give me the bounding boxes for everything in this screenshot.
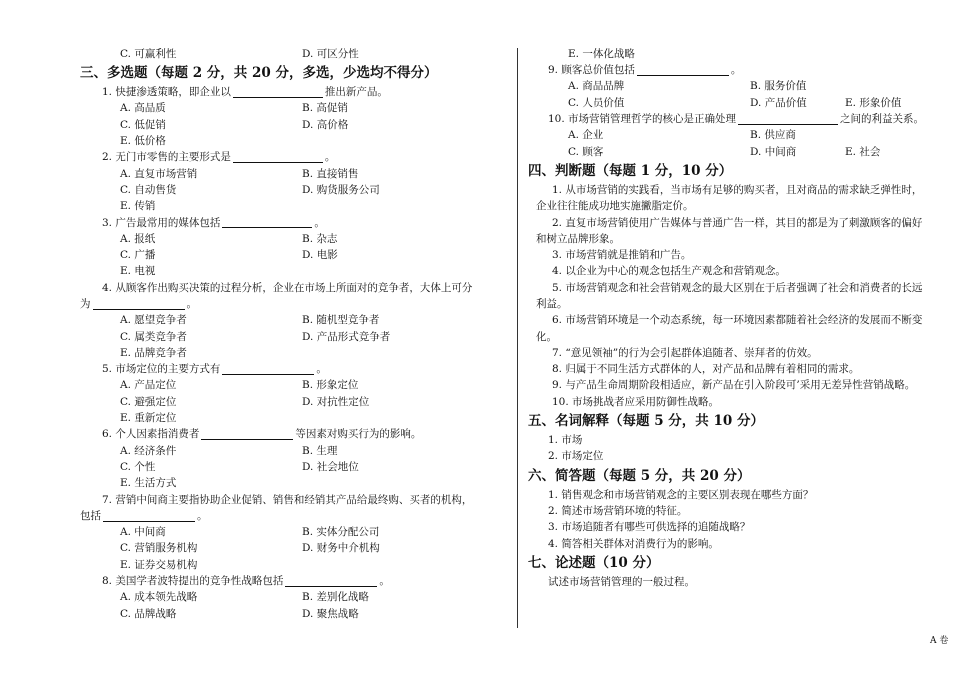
option: D. 对抗性定位	[302, 395, 370, 408]
option-row	[80, 345, 508, 361]
tf-item-6: 6. 市场营销环境是一个动态系统，每一环境因素都随着社会经济的发展而不断变	[552, 314, 923, 327]
definition-item: 1. 市场	[548, 434, 583, 447]
tf-item-6-continued: 化。	[536, 330, 557, 343]
option-row	[80, 557, 508, 573]
section-title-essay: 七、论述题（10 分）	[528, 554, 660, 571]
option: B. 实体分配公司	[302, 526, 380, 539]
option-row	[528, 95, 958, 111]
tf-item-1-continued: 企业往往能成功地实施撇脂定价。	[536, 200, 694, 213]
question-6: 6. 个人因素指消费者 等因素对购买行为的影响。	[102, 428, 422, 441]
option: A. 经济条件	[120, 444, 177, 457]
option: E. 电视	[120, 265, 156, 278]
option: B. 差别化战略	[302, 591, 369, 604]
option: C. 顾客	[568, 145, 604, 158]
question-2: 2. 无门市零售的主要形式是 。	[102, 151, 336, 164]
option: D. 聚焦战略	[302, 607, 359, 620]
question-4-continued: 为 。	[80, 298, 197, 310]
option: D. 高价格	[302, 118, 349, 131]
option: A. 产品定位	[120, 379, 177, 392]
option: C. 广播	[120, 249, 156, 262]
question-1: 1. 快捷渗透策略，即企业以 推出新产品。	[102, 86, 388, 99]
option-row	[80, 394, 508, 410]
option-row	[80, 443, 508, 459]
option: D. 中间商	[750, 145, 797, 158]
option: C. 避强定位	[120, 395, 177, 408]
option: B. 生理	[302, 444, 338, 457]
option: E. 品牌竞争者	[120, 346, 187, 359]
option-row	[80, 231, 508, 247]
option: D. 电影	[302, 249, 338, 262]
option: E. 证券交易机构	[120, 558, 198, 571]
option: C. 个性	[120, 460, 156, 473]
option-row	[80, 182, 508, 198]
option: B. 直接销售	[302, 167, 359, 180]
option: E. 低价格	[120, 135, 166, 148]
option-row	[80, 378, 508, 394]
option: C. 可赢利性	[120, 47, 177, 60]
option: C. 自动售货	[120, 183, 177, 196]
tf-item-4: 4. 以企业为中心的观念包括生产观念和营销观念。	[552, 265, 786, 278]
short-answer-item: 3. 市场追随者有哪些可供选择的追随战略？	[548, 521, 751, 534]
tf-item-5: 5. 市场营销观念和社会营销观念的最大区别在于后者强调了社会和消费者的长远	[552, 281, 923, 294]
option: B. 随机型竞争者	[302, 314, 380, 327]
question-10: 10. 市场营销管理哲学的核心是正确处理 之间的利益关系。	[548, 113, 925, 126]
question-9: 9. 顾客总价值包括 。	[548, 64, 742, 77]
answer-blank[interactable]	[222, 217, 312, 228]
section-title-true-false: 四、判断题（每题 1 分，10 分）	[528, 162, 733, 179]
section-title-definitions: 五、名词解释（每题 5 分，共 10 分）	[528, 413, 764, 430]
option-row	[80, 247, 508, 263]
answer-blank[interactable]	[233, 152, 323, 163]
question-8: 8. 美国学者波特提出的竞争性战略包括 。	[102, 575, 390, 588]
option-row	[528, 79, 958, 95]
section-title-short-answer: 六、简答题（每题 5 分，共 20 分）	[528, 467, 751, 484]
option-row	[80, 541, 508, 557]
answer-blank[interactable]	[285, 576, 377, 587]
tf-item-1: 1. 从市场营销的实践看，当市场有足够的购买者，且对商品的需求缺乏弹性时，	[552, 183, 923, 196]
essay-item: 试述市场营销管理的一般过程。	[548, 575, 695, 588]
option: B. 形象定位	[302, 379, 359, 392]
short-answer-item: 2. 简述市场营销环境的特征。	[548, 504, 688, 517]
option-row	[80, 410, 508, 426]
right-column	[528, 46, 958, 590]
option-row	[80, 312, 508, 328]
option-row	[80, 101, 508, 117]
option-row	[80, 524, 508, 540]
option-row	[528, 144, 958, 160]
option: E. 重新定位	[120, 412, 177, 425]
short-answer-item: 1. 销售观念和市场营销观念的主要区别表现在哪些方面？	[548, 488, 814, 501]
tf-item-7: 7. “意见领袖”的行为会引起群体追随者、崇拜者的仿效。	[552, 346, 818, 359]
option: B. 服务价值	[750, 80, 807, 93]
answer-blank[interactable]	[233, 87, 323, 98]
option-row	[80, 46, 508, 62]
option: D. 社会地位	[302, 460, 359, 473]
paper-version-label: A 卷	[930, 636, 949, 646]
option: D. 可区分性	[302, 47, 359, 60]
tf-item-2-continued: 和树立品牌形象。	[536, 232, 620, 245]
answer-blank[interactable]	[222, 364, 314, 375]
option-row	[80, 166, 508, 182]
option: A. 高品质	[120, 102, 166, 115]
tf-item-3: 3. 市场营销就是推销和广告。	[552, 249, 692, 262]
option: B. 杂志	[302, 232, 338, 245]
option: A. 中间商	[120, 526, 166, 539]
question-3: 3. 广告最常用的媒体包括 。	[102, 216, 325, 229]
option: E. 生活方式	[120, 477, 177, 490]
option: A. 商品品牌	[568, 80, 625, 93]
option: D. 产品形式竞争者	[302, 330, 391, 343]
option: D. 产品价值	[750, 96, 807, 109]
option: C. 品牌战略	[120, 607, 177, 620]
question-5: 5. 市场定位的主要方式有 。	[102, 363, 327, 376]
answer-blank[interactable]	[201, 429, 293, 440]
option: B. 供应商	[750, 129, 796, 142]
option-row	[80, 198, 508, 214]
option-row	[528, 127, 958, 143]
question-7-continued: 包括 。	[80, 509, 208, 522]
option: D. 购货服务公司	[302, 183, 380, 196]
tf-item-10: 10. 市场挑战者应采用防御性战略。	[552, 395, 720, 408]
tf-item-2: 2. 直复市场营销使用广告媒体与普通广告一样，其目的都是为了刺激顾客的偏好	[552, 216, 923, 229]
question-4: 4. 从顾客作出购买决策的过程分析，企业在市场上所面对的竞争者，大体上可分	[102, 281, 473, 294]
option: D. 财务中介机构	[302, 542, 380, 555]
option-row	[80, 606, 508, 622]
option: A. 企业	[568, 129, 604, 142]
answer-blank[interactable]	[738, 114, 838, 125]
option-row	[80, 133, 508, 149]
option: C. 低促销	[120, 118, 166, 131]
option: A. 报纸	[120, 232, 156, 245]
option-row	[80, 264, 508, 280]
tf-item-5-continued: 利益。	[536, 298, 568, 310]
answer-blank[interactable]	[93, 299, 185, 310]
column-divider	[517, 48, 518, 628]
option: E. 一体化战略	[568, 47, 635, 60]
question-7: 7. 营销中间商主要指协助企业促销、销售和经销其产品给最终购、买者的机构，	[102, 493, 473, 506]
option: C. 人员价值	[568, 96, 625, 109]
answer-blank[interactable]	[103, 511, 195, 522]
option: A. 愿望竞争者	[120, 314, 187, 327]
option: E. 形象价值	[845, 96, 902, 109]
option: B. 高促销	[302, 102, 348, 115]
option: C. 属类竞争者	[120, 330, 187, 343]
left-column	[80, 46, 508, 622]
option-row	[528, 46, 958, 62]
option: E. 传销	[120, 200, 156, 213]
option-row	[80, 459, 508, 475]
option: C. 营销服务机构	[120, 542, 198, 555]
option-row	[80, 329, 508, 345]
answer-blank[interactable]	[637, 65, 729, 76]
option: A. 成本领先战略	[120, 591, 198, 604]
option: A. 直复市场营销	[120, 167, 198, 180]
option-row	[80, 590, 508, 606]
short-answer-item: 4. 简答相关群体对消费行为的影响。	[548, 537, 719, 550]
option-row	[80, 117, 508, 133]
definition-item: 2. 市场定位	[548, 450, 604, 463]
option: E. 社会	[845, 145, 881, 158]
tf-item-9: 9. 与产品生命周期阶段相适应，新产品在引入阶段可’采用无差异性营销战略。	[552, 379, 916, 392]
section-title-multiple-choice: 三、多选题（每题 2 分，共 20 分，多选，少选均不得分）	[80, 65, 438, 82]
option-row	[80, 475, 508, 491]
tf-item-8: 8. 归属于不同生活方式群体的人，对产品和品牌有着相同的需求。	[552, 363, 860, 376]
